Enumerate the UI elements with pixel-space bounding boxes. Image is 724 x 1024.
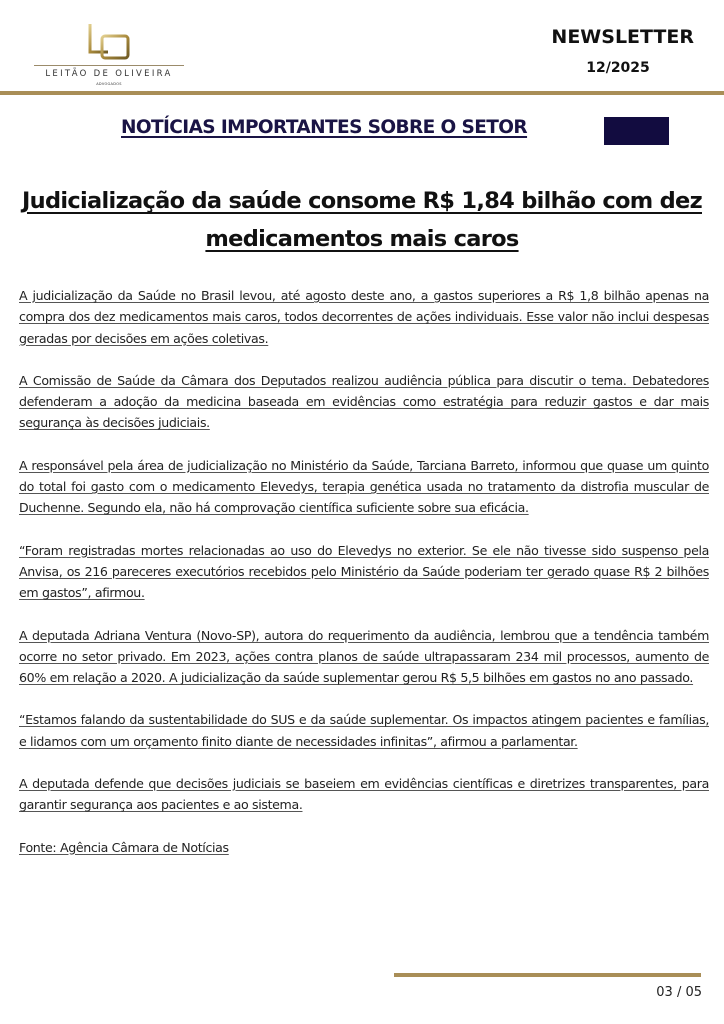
page-number: 03 / 05 — [656, 985, 702, 1000]
article-paragraph: A deputada defende que decisões judiciais se baseiem em evidências científicas e diretrizes transparentes, para garantir segurança aos pacientes e ao sistema. — [19, 776, 709, 813]
newsletter-label — [494, 26, 694, 48]
section-accent-block — [604, 117, 669, 145]
article-source: Fonte: Agência Câmara de Notícias — [19, 839, 229, 855]
edition-date: 12/2025 — [586, 60, 650, 76]
article-paragraph: A judicialização da Saúde no Brasil levou, até agosto deste ano, a gastos superiores a R$ 1,8 bilhão apenas na compra dos dez medicamentos mais caros, todos decorrentes de ações individuais. Esse valor não inclui despesas geradas por decisões em ações coletivas. — [19, 288, 709, 346]
newsletter-label-text: NEWSLETTER — [551, 26, 694, 48]
logo-divider — [34, 65, 184, 66]
newsletter-header — [0, 0, 724, 96]
firm-logo — [34, 18, 186, 90]
article-paragraph: “Estamos falando da sustentabilidade do SUS e da saúde suplementar. Os impactos atingem pacientes e famílias, e lidamos com um orçamento finito diante de necessidades infinitas”, afirmou a parlamentar. — [19, 712, 709, 749]
article-body — [19, 285, 709, 879]
firm-subtitle: ADVOGADOS — [96, 82, 122, 86]
lo-monogram-icon — [86, 22, 136, 62]
footer-divider — [394, 973, 701, 977]
article-paragraph: A Comissão de Saúde da Câmara dos Deputados realizou audiência pública para discutir o tema. Debatedores defenderam a adoção da medicina baseada em evidências como estratégia para reduzir gastos e dar mais segurança às decisões judiciais. — [19, 372, 709, 431]
header-divider — [0, 91, 724, 95]
article-paragraph: A responsável pela área de judicialização no Ministério da Saúde, Tarciana Barreto, informou que quase um quinto do total foi gasto com o medicamento Elevedys, terapia genética usada no tratamento da distrofia muscular de Duchenne. Segundo ela, não há comprovação científica suficiente sobre sua eficácia. — [19, 457, 709, 516]
article-headline: Judicialização da saúde consome R$ 1,84 bilhão com dez medicamentos mais caros — [22, 188, 702, 252]
firm-name: LEITÃO DE OLIVEIRA — [45, 69, 173, 79]
section-title: NOTÍCIAS IMPORTANTES SOBRE O SETOR — [121, 117, 528, 138]
article-paragraph: A deputada Adriana Ventura (Novo-SP), autora do requerimento da audiência, lembrou que a tendência também ocorre no setor privado. Em 2023, ações contra planos de saúde ultrapassaram 234 mil processos, aumento de 60% em relação a 2020. A judicialização da saúde suplementar gerou R$ 5,5 bilhões em gastos no ano passado. — [19, 627, 709, 686]
article-paragraph: “Foram registradas mortes relacionadas ao uso do Elevedys no exterior. Se ele não tivesse sido suspenso pela Anvisa, os 216 pareceres executórios recebidos pelo Ministério da Saúde poderiam ter gerado quase R$ 2 bilhões em gastos”, afirmou. — [19, 542, 709, 601]
